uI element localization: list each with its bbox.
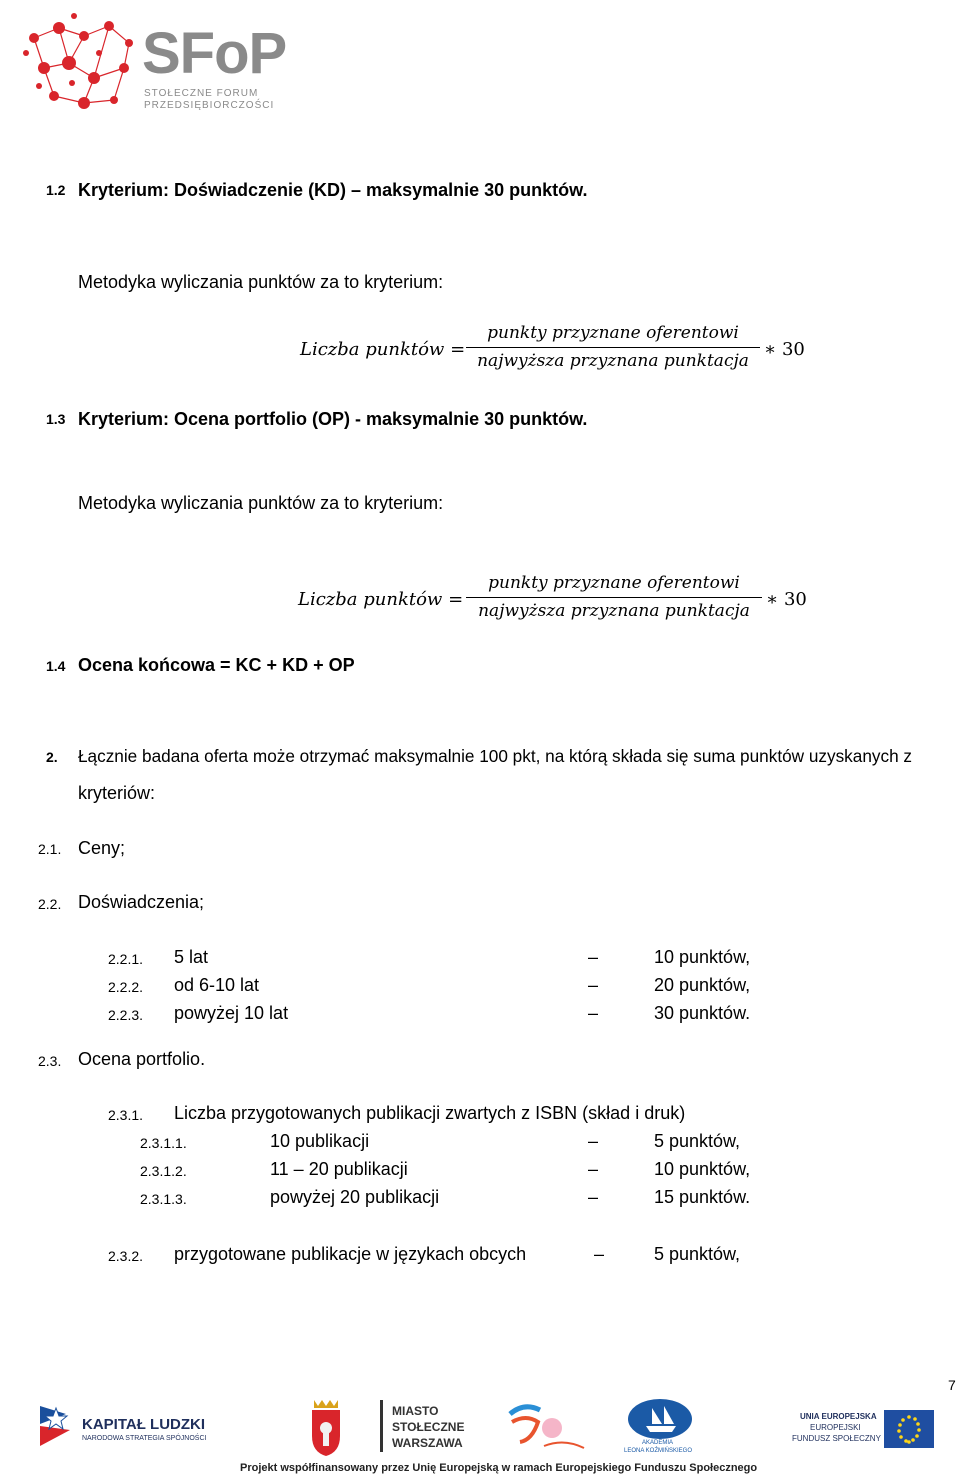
formula-lhs: Liczba punktów = <box>298 589 464 610</box>
star-flag-icon <box>36 1400 76 1452</box>
section-title: Kryterium: Doświadczenie (KD) – maksymalnie 30 punktów. <box>78 180 588 200</box>
warsaw-line-3: WARSZAWA <box>392 1436 463 1450</box>
section-number: 1.4 <box>46 658 66 674</box>
list-number: 2.2.3. <box>108 1007 144 1023</box>
list-label: przygotowane publikacje w językach obcych <box>174 1244 527 1264</box>
paragraph-line: kryteriów: <box>78 783 156 803</box>
list-label: 11 – 20 publikacji <box>270 1159 408 1179</box>
list-points: 10 punktów, <box>654 947 751 967</box>
list-text: Doświadczenia; <box>78 892 205 912</box>
formula-lhs: Liczba punktów = <box>300 339 466 360</box>
list-number: 2.3.2. <box>108 1248 144 1264</box>
section-title: Kryterium: Ocena portfolio (OP) - maksymalnie 30 punktów. <box>78 409 588 429</box>
list-dash: – <box>588 1003 599 1023</box>
list-dash: – <box>588 1187 599 1207</box>
kl-title: KAPITAŁ LUDZKI <box>82 1416 206 1433</box>
akademia-logo <box>620 1398 700 1458</box>
formula-numerator: punkty przyznane oferentowi <box>488 573 740 593</box>
list-dash: – <box>588 947 599 967</box>
warsaw-line-2: STOŁECZNE <box>392 1420 465 1434</box>
formula-multiplier: ∗ 30 <box>764 339 805 360</box>
eu-logo <box>792 1410 938 1450</box>
list-label: 10 publikacji <box>270 1131 370 1151</box>
eu-line-2: EUROPEJSKI <box>810 1423 861 1432</box>
list-label: od 6-10 lat <box>174 975 260 995</box>
list-text: Ceny; <box>78 838 126 858</box>
list-number: 2.2.2. <box>108 979 144 995</box>
colorful-swirl-icon <box>504 1400 588 1458</box>
eu-line-3: FUNDUSZ SPOŁECZNY <box>792 1434 881 1443</box>
list-number: 2.1. <box>38 841 62 857</box>
list-number: 2.3.1.1. <box>140 1135 187 1151</box>
method-text: Metodyka wyliczania punktów za to kryterium: <box>78 272 444 292</box>
section-number: 1.2 <box>46 182 66 198</box>
formula-denominator: najwyższa przyznana punktacja <box>478 601 750 621</box>
list-dash: – <box>588 1131 599 1151</box>
formula-fraction <box>466 572 762 622</box>
list-number: 2.3. <box>38 1053 62 1069</box>
logo-title: SFoP <box>142 21 287 86</box>
kapital-ludzki-logo <box>36 1398 216 1454</box>
list-number: 2.2.1. <box>108 951 144 967</box>
list-points: 5 punktów, <box>654 1244 741 1264</box>
list-points: 5 punktów, <box>654 1131 741 1151</box>
list-label: 5 lat <box>174 947 209 967</box>
list-dash: – <box>588 975 599 995</box>
logo-subtitle-1: STOŁECZNE FORUM <box>144 88 259 99</box>
warsaw-line-1: MIASTO <box>392 1404 439 1418</box>
list-points: 20 punktów, <box>654 975 751 995</box>
list-text: Ocena portfolio. <box>78 1049 206 1069</box>
list-number: 2.3.1.2. <box>140 1163 187 1179</box>
list-number: 2.2. <box>38 896 62 912</box>
page-number: 7 <box>948 1377 956 1393</box>
list-points: 15 punktów. <box>654 1187 751 1207</box>
section-number: 2. <box>46 749 58 765</box>
section-number: 1.3 <box>46 411 66 427</box>
kl-subtitle: NARODOWA STRATEGIA SPÓJNOŚCI <box>82 1435 207 1442</box>
footer-funding-note: Projekt współfinansowany przez Unię Europejską w ramach Europejskiego Funduszu Społecznego <box>240 1462 758 1474</box>
method-text: Metodyka wyliczania punktów za to kryterium: <box>78 493 444 513</box>
formula-denominator: najwyższa przyznana punktacja <box>477 351 749 371</box>
entrepreneurship-logo <box>504 1400 588 1458</box>
warsaw-crest-logo <box>306 1398 346 1458</box>
list-label: powyżej 20 publikacji <box>270 1187 440 1207</box>
formula-numerator: punkty przyznane oferentowi <box>487 323 739 343</box>
molecule-logo-icon <box>14 8 144 120</box>
akademia-line-1: AKADEMIA <box>642 1440 674 1446</box>
divider-bar <box>380 1400 383 1452</box>
formula-multiplier: ∗ 30 <box>766 589 807 610</box>
list-label: powyżej 10 lat <box>174 1003 289 1023</box>
list-points: 10 punktów, <box>654 1159 751 1179</box>
paragraph-line: Łącznie badana oferta może otrzymać maksymalnie 100 pkt, na którą składa się suma punktów uzyskanych z <box>78 746 913 766</box>
list-number: 2.3.1. <box>108 1107 144 1123</box>
sailing-ship-icon <box>620 1398 700 1440</box>
section-title: Ocena końcowa = KC + KD + OP <box>78 655 355 675</box>
warsaw-city-logo <box>380 1400 480 1452</box>
sfop-logo <box>14 8 287 120</box>
eu-line-1: UNIA EUROPEJSKA <box>800 1412 877 1421</box>
list-number: 2.3.1.3. <box>140 1191 187 1207</box>
list-text: Liczba przygotowanych publikacji zwartych z ISBN (skład i druk) <box>174 1103 686 1123</box>
list-dash: – <box>594 1244 605 1264</box>
eu-flag-icon <box>884 1410 934 1448</box>
coat-of-arms-icon <box>306 1398 346 1458</box>
formula-fraction <box>466 322 760 372</box>
logo-subtitle-2: PRZEDSIĘBIORCZOŚCI <box>144 100 275 111</box>
list-points: 30 punktów. <box>654 1003 751 1023</box>
list-dash: – <box>588 1159 599 1179</box>
akademia-line-2: LEONA KOŹMIŃSKIEGO <box>624 1448 693 1454</box>
